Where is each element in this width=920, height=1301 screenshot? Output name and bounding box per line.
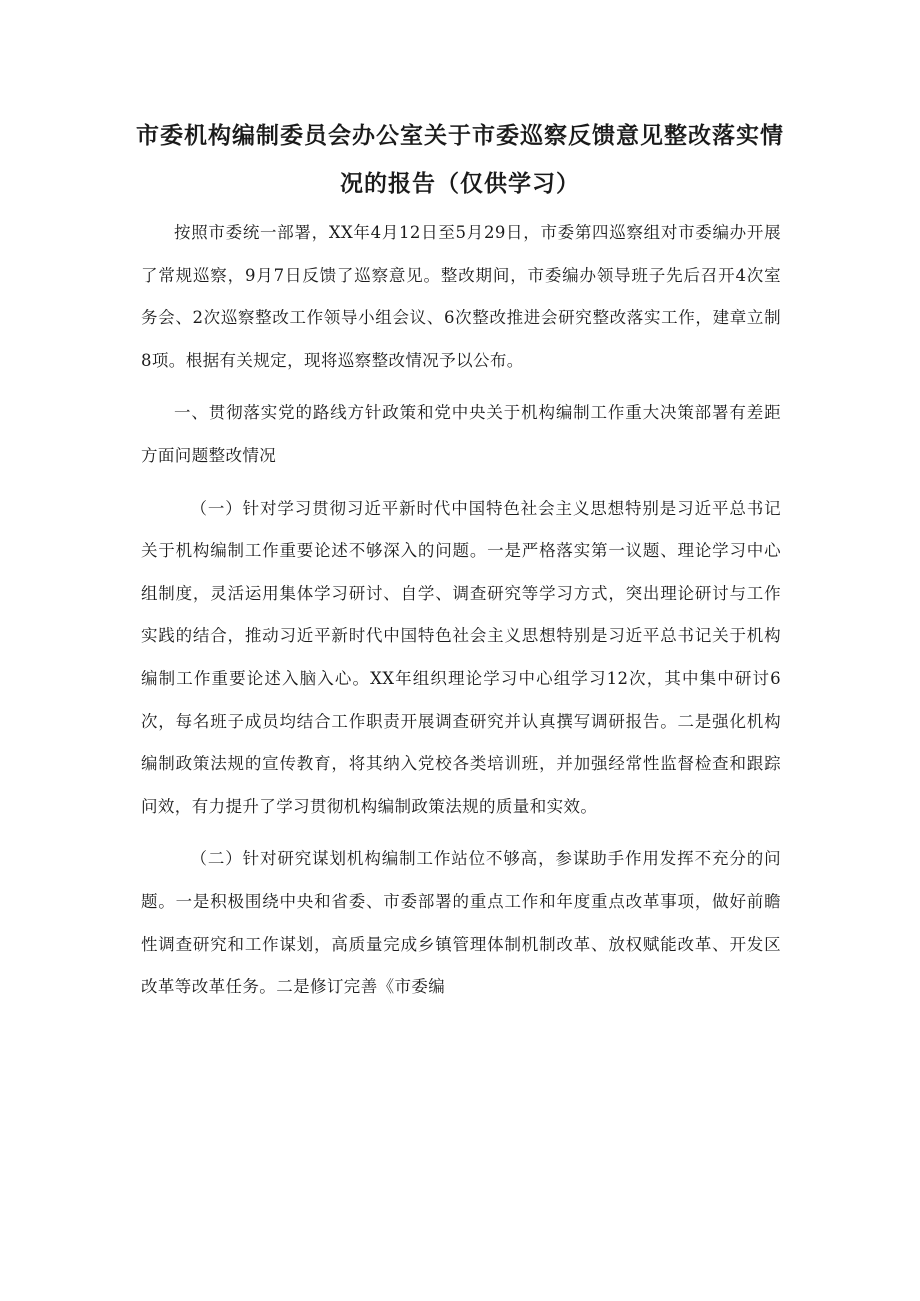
- section-heading-1: 一、贯彻落实党的路线方针政策和党中央关于机构编制工作重大决策部署有差距方面问题整改情况: [141, 403, 781, 465]
- intro-paragraph: 按照市委统一部署，XX年4月12日至5月29日，市委第四巡察组对市委编办开展了常规巡察，9月7日反馈了巡察意见。整改期间，市委编办领导班子先后召开4次室务会、2次巡察整改工作领导小组会议、6次整改推进会研究整改落实工作，建章立制8项。根据有关规定，现将巡察整改情况予以公布。: [141, 223, 781, 370]
- document-body: [141, 212, 781, 1009]
- document-title: 市委机构编制委员会办公室关于市委巡察反馈意见整改落实情况的报告（仅供学习）: [136, 123, 784, 197]
- subsection-paragraph-2: （二）针对研究谋划机构编制工作站位不够高，参谋助手作用发挥不充分的问题。一是积极围绕中央和省委、市委部署的重点工作和年度重点改革事项，做好前瞻性调查研究和工作谋划，高质量完成乡镇管理体制机制改革、放权赋能改革、开发区改革等改革任务。二是修订完善《市委编: [141, 849, 781, 997]
- subsection-paragraph-1: （一）针对学习贯彻习近平新时代中国特色社会主义思想特别是习近平总书记关于机构编制工作重要论述不够深入的问题。一是严格落实第一议题、理论学习中心组制度，灵活运用集体学习研讨、自学、调查研究等学习方式，突出理论研讨与工作实践的结合，推动习近平新时代中国特色社会主义思想特别是习近平总书记关于机构编制工作重要论述入脑入心。XX年组织理论学习中心组学习12次，其中集中研讨6次，每名班子成员均结合工作职责开展调查研究并认真撰写调研报告。二是强化机构编制政策法规的宣传教育，将其纳入党校各类培训班，并加强经常性监督检查和跟踪问效，有力提升了学习贯彻机构编制政策法规的质量和实效。: [141, 498, 781, 816]
